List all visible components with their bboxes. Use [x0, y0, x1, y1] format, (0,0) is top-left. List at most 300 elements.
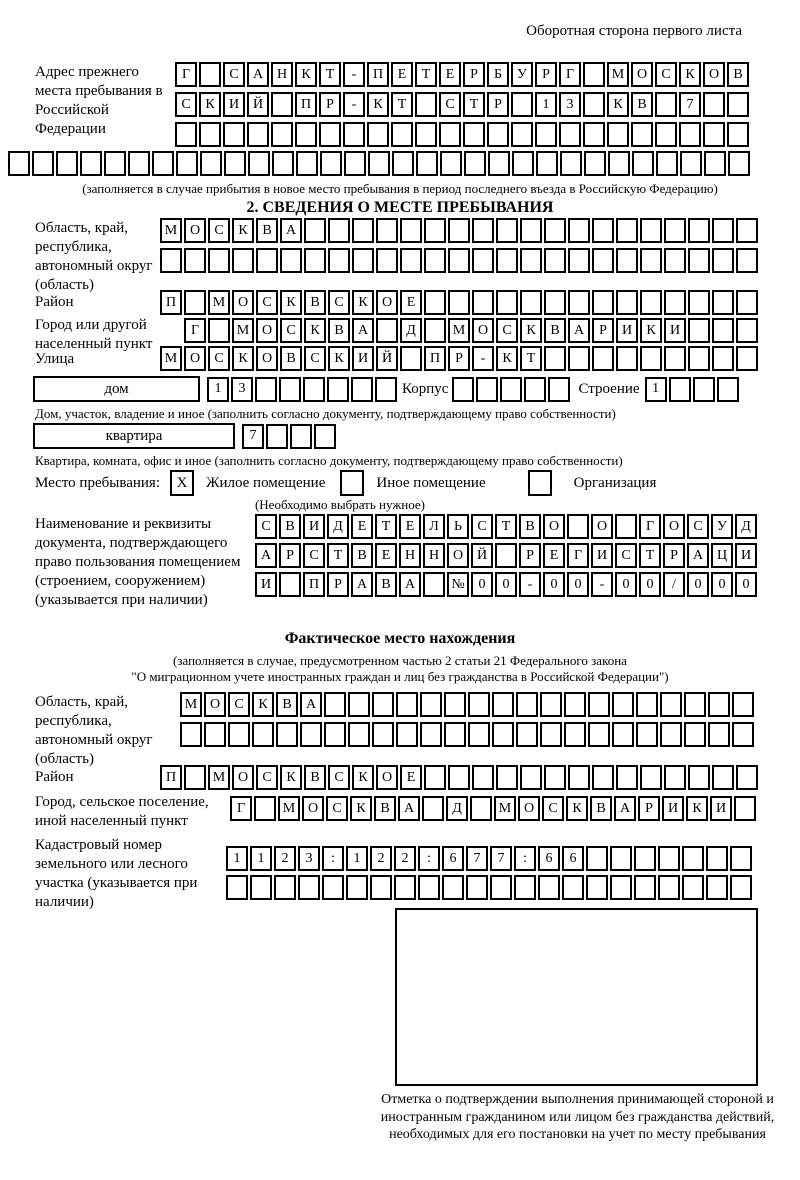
- char-cell[interactable]: О: [543, 514, 565, 539]
- char-cell[interactable]: Р: [592, 318, 614, 343]
- char-cell[interactable]: 0: [471, 572, 493, 597]
- char-cell[interactable]: [717, 377, 739, 402]
- char-cell[interactable]: С: [326, 796, 348, 821]
- char-cell[interactable]: [348, 692, 370, 717]
- char-cell[interactable]: [324, 692, 346, 717]
- char-cell[interactable]: 0: [735, 572, 757, 597]
- char-cell[interactable]: 3: [559, 92, 581, 117]
- char-cell[interactable]: [448, 218, 470, 243]
- char-cell[interactable]: У: [511, 62, 533, 87]
- char-cell[interactable]: [610, 875, 632, 900]
- char-cell[interactable]: К: [352, 290, 374, 315]
- char-cell[interactable]: Г: [639, 514, 661, 539]
- char-cell[interactable]: О: [591, 514, 613, 539]
- char-cell[interactable]: [640, 346, 662, 371]
- char-cell[interactable]: [583, 62, 605, 87]
- char-cell[interactable]: О: [302, 796, 324, 821]
- char-cell[interactable]: И: [616, 318, 638, 343]
- char-cell[interactable]: [184, 290, 206, 315]
- char-cell[interactable]: [616, 765, 638, 790]
- char-cell[interactable]: [640, 218, 662, 243]
- char-cell[interactable]: [199, 62, 221, 87]
- char-cell[interactable]: О: [447, 543, 469, 568]
- char-cell[interactable]: 1: [226, 846, 248, 871]
- char-cell[interactable]: [679, 122, 701, 147]
- char-cell[interactable]: [664, 248, 686, 273]
- char-cell[interactable]: В: [304, 765, 326, 790]
- char-cell[interactable]: [346, 875, 368, 900]
- char-cell[interactable]: П: [295, 92, 317, 117]
- char-cell[interactable]: [391, 122, 413, 147]
- char-cell[interactable]: С: [256, 765, 278, 790]
- char-cell[interactable]: [400, 248, 422, 273]
- char-cell[interactable]: [568, 290, 590, 315]
- char-cell[interactable]: [693, 377, 715, 402]
- char-cell[interactable]: В: [328, 318, 350, 343]
- char-cell[interactable]: С: [208, 346, 230, 371]
- char-cell[interactable]: К: [232, 218, 254, 243]
- char-cell[interactable]: [247, 122, 269, 147]
- char-cell[interactable]: [418, 875, 440, 900]
- char-cell[interactable]: Е: [351, 514, 373, 539]
- char-cell[interactable]: О: [631, 62, 653, 87]
- char-cell[interactable]: [664, 290, 686, 315]
- char-cell[interactable]: [730, 846, 752, 871]
- char-cell[interactable]: [492, 722, 514, 747]
- char-cell[interactable]: [468, 722, 490, 747]
- char-cell[interactable]: 0: [711, 572, 733, 597]
- stay-type-checkbox-other-premises[interactable]: [340, 470, 364, 496]
- char-cell[interactable]: [712, 218, 734, 243]
- char-cell[interactable]: Л: [423, 514, 445, 539]
- char-cell[interactable]: [612, 692, 634, 717]
- char-cell[interactable]: [423, 572, 445, 597]
- char-cell[interactable]: 1: [250, 846, 272, 871]
- char-cell[interactable]: [208, 318, 230, 343]
- char-cell[interactable]: [538, 875, 560, 900]
- char-cell[interactable]: [466, 875, 488, 900]
- char-cell[interactable]: [472, 765, 494, 790]
- char-cell[interactable]: [424, 290, 446, 315]
- char-cell[interactable]: [708, 692, 730, 717]
- char-cell[interactable]: Б: [487, 62, 509, 87]
- char-cell[interactable]: [487, 122, 509, 147]
- char-cell[interactable]: [343, 122, 365, 147]
- char-cell[interactable]: [470, 796, 492, 821]
- char-cell[interactable]: И: [303, 514, 325, 539]
- char-cell[interactable]: А: [351, 572, 373, 597]
- char-cell[interactable]: [176, 151, 198, 176]
- char-cell[interactable]: [472, 290, 494, 315]
- char-cell[interactable]: [180, 722, 202, 747]
- char-cell[interactable]: [632, 151, 654, 176]
- char-cell[interactable]: Р: [448, 346, 470, 371]
- char-cell[interactable]: [736, 290, 758, 315]
- char-cell[interactable]: [56, 151, 78, 176]
- char-cell[interactable]: [688, 290, 710, 315]
- char-cell[interactable]: [175, 122, 197, 147]
- char-cell[interactable]: К: [496, 346, 518, 371]
- char-cell[interactable]: [688, 346, 710, 371]
- char-cell[interactable]: В: [544, 318, 566, 343]
- char-cell[interactable]: О: [663, 514, 685, 539]
- char-cell[interactable]: [564, 722, 586, 747]
- char-cell[interactable]: О: [703, 62, 725, 87]
- char-cell[interactable]: [324, 722, 346, 747]
- char-cell[interactable]: О: [376, 765, 398, 790]
- char-cell[interactable]: И: [664, 318, 686, 343]
- char-cell[interactable]: Р: [535, 62, 557, 87]
- char-cell[interactable]: Ь: [447, 514, 469, 539]
- char-cell[interactable]: 0: [615, 572, 637, 597]
- char-cell[interactable]: [586, 875, 608, 900]
- char-cell[interactable]: С: [328, 765, 350, 790]
- char-cell[interactable]: И: [735, 543, 757, 568]
- char-cell[interactable]: А: [399, 572, 421, 597]
- char-cell[interactable]: А: [568, 318, 590, 343]
- char-cell[interactable]: [548, 377, 570, 402]
- char-cell[interactable]: №: [447, 572, 469, 597]
- char-cell[interactable]: [655, 122, 677, 147]
- char-cell[interactable]: [496, 290, 518, 315]
- char-cell[interactable]: Н: [271, 62, 293, 87]
- char-cell[interactable]: С: [208, 218, 230, 243]
- char-cell[interactable]: 2: [274, 846, 296, 871]
- char-cell[interactable]: [656, 151, 678, 176]
- char-cell[interactable]: [520, 218, 542, 243]
- char-cell[interactable]: В: [256, 218, 278, 243]
- char-cell[interactable]: К: [350, 796, 372, 821]
- char-cell[interactable]: В: [351, 543, 373, 568]
- char-cell[interactable]: [616, 218, 638, 243]
- char-cell[interactable]: [540, 692, 562, 717]
- char-cell[interactable]: С: [223, 62, 245, 87]
- char-cell[interactable]: М: [448, 318, 470, 343]
- char-cell[interactable]: 1: [645, 377, 667, 402]
- char-cell[interactable]: [592, 765, 614, 790]
- char-cell[interactable]: О: [232, 765, 254, 790]
- char-cell[interactable]: [464, 151, 486, 176]
- char-cell[interactable]: [500, 377, 522, 402]
- char-cell[interactable]: В: [374, 796, 396, 821]
- char-cell[interactable]: [394, 875, 416, 900]
- stay-type-checkbox-organization[interactable]: [528, 470, 552, 496]
- char-cell[interactable]: С: [255, 514, 277, 539]
- char-cell[interactable]: [736, 318, 758, 343]
- char-cell[interactable]: [728, 151, 750, 176]
- char-cell[interactable]: 1: [535, 92, 557, 117]
- char-cell[interactable]: [104, 151, 126, 176]
- char-cell[interactable]: В: [727, 62, 749, 87]
- char-cell[interactable]: [562, 875, 584, 900]
- char-cell[interactable]: [712, 346, 734, 371]
- char-cell[interactable]: [520, 765, 542, 790]
- char-cell[interactable]: [544, 218, 566, 243]
- char-cell[interactable]: [688, 765, 710, 790]
- char-cell[interactable]: [640, 248, 662, 273]
- char-cell[interactable]: [352, 218, 374, 243]
- char-cell[interactable]: М: [494, 796, 516, 821]
- char-cell[interactable]: [496, 248, 518, 273]
- char-cell[interactable]: [274, 875, 296, 900]
- char-cell[interactable]: [348, 722, 370, 747]
- char-cell[interactable]: [367, 122, 389, 147]
- char-cell[interactable]: С: [542, 796, 564, 821]
- char-cell[interactable]: [400, 218, 422, 243]
- char-cell[interactable]: [655, 92, 677, 117]
- char-cell[interactable]: [80, 151, 102, 176]
- char-cell[interactable]: [223, 122, 245, 147]
- char-cell[interactable]: [32, 151, 54, 176]
- char-cell[interactable]: М: [208, 765, 230, 790]
- char-cell[interactable]: [372, 722, 394, 747]
- char-cell[interactable]: [160, 248, 182, 273]
- char-cell[interactable]: [608, 151, 630, 176]
- char-cell[interactable]: Д: [446, 796, 468, 821]
- char-cell[interactable]: [615, 514, 637, 539]
- char-cell[interactable]: С: [687, 514, 709, 539]
- char-cell[interactable]: [400, 346, 422, 371]
- char-cell[interactable]: Й: [247, 92, 269, 117]
- char-cell[interactable]: [492, 692, 514, 717]
- char-cell[interactable]: [490, 875, 512, 900]
- char-cell[interactable]: А: [687, 543, 709, 568]
- char-cell[interactable]: [472, 218, 494, 243]
- char-cell[interactable]: [488, 151, 510, 176]
- char-cell[interactable]: [271, 92, 293, 117]
- char-cell[interactable]: [607, 122, 629, 147]
- char-cell[interactable]: [463, 122, 485, 147]
- char-cell[interactable]: [224, 151, 246, 176]
- char-cell[interactable]: [304, 248, 326, 273]
- char-cell[interactable]: С: [303, 543, 325, 568]
- char-cell[interactable]: Е: [400, 290, 422, 315]
- char-cell[interactable]: Р: [463, 62, 485, 87]
- char-cell[interactable]: [636, 692, 658, 717]
- char-cell[interactable]: [559, 122, 581, 147]
- char-cell[interactable]: [376, 248, 398, 273]
- char-cell[interactable]: [736, 765, 758, 790]
- char-cell[interactable]: М: [160, 218, 182, 243]
- char-cell[interactable]: [200, 151, 222, 176]
- char-cell[interactable]: У: [711, 514, 733, 539]
- char-cell[interactable]: В: [280, 346, 302, 371]
- char-cell[interactable]: [476, 377, 498, 402]
- char-cell[interactable]: Й: [471, 543, 493, 568]
- char-cell[interactable]: [544, 248, 566, 273]
- char-cell[interactable]: К: [295, 62, 317, 87]
- char-cell[interactable]: А: [255, 543, 277, 568]
- char-cell[interactable]: [396, 692, 418, 717]
- char-cell[interactable]: :: [418, 846, 440, 871]
- char-cell[interactable]: 7: [679, 92, 701, 117]
- char-cell[interactable]: [634, 846, 656, 871]
- char-cell[interactable]: [296, 151, 318, 176]
- char-cell[interactable]: Е: [543, 543, 565, 568]
- char-cell[interactable]: К: [566, 796, 588, 821]
- char-cell[interactable]: Г: [559, 62, 581, 87]
- char-cell[interactable]: -: [343, 62, 365, 87]
- char-cell[interactable]: [300, 722, 322, 747]
- char-cell[interactable]: [511, 92, 533, 117]
- char-cell[interactable]: Й: [376, 346, 398, 371]
- char-cell[interactable]: О: [184, 218, 206, 243]
- char-cell[interactable]: [226, 875, 248, 900]
- char-cell[interactable]: [352, 248, 374, 273]
- char-cell[interactable]: [328, 218, 350, 243]
- char-cell[interactable]: [520, 248, 542, 273]
- char-cell[interactable]: [583, 92, 605, 117]
- char-cell[interactable]: [376, 318, 398, 343]
- char-cell[interactable]: В: [304, 290, 326, 315]
- char-cell[interactable]: [544, 290, 566, 315]
- char-cell[interactable]: [568, 346, 590, 371]
- char-cell[interactable]: [328, 248, 350, 273]
- char-cell[interactable]: [592, 290, 614, 315]
- char-cell[interactable]: [610, 846, 632, 871]
- char-cell[interactable]: [568, 765, 590, 790]
- char-cell[interactable]: М: [160, 346, 182, 371]
- char-cell[interactable]: [495, 543, 517, 568]
- char-cell[interactable]: Н: [399, 543, 421, 568]
- char-cell[interactable]: [319, 122, 341, 147]
- char-cell[interactable]: [660, 722, 682, 747]
- char-cell[interactable]: :: [322, 846, 344, 871]
- char-cell[interactable]: [420, 722, 442, 747]
- char-cell[interactable]: 1: [346, 846, 368, 871]
- char-cell[interactable]: Е: [391, 62, 413, 87]
- char-cell[interactable]: 6: [562, 846, 584, 871]
- char-cell[interactable]: [351, 377, 373, 402]
- char-cell[interactable]: [688, 318, 710, 343]
- char-cell[interactable]: Е: [399, 514, 421, 539]
- char-cell[interactable]: Р: [319, 92, 341, 117]
- char-cell[interactable]: В: [519, 514, 541, 539]
- char-cell[interactable]: [688, 218, 710, 243]
- char-cell[interactable]: М: [180, 692, 202, 717]
- char-cell[interactable]: [252, 722, 274, 747]
- char-cell[interactable]: И: [223, 92, 245, 117]
- char-cell[interactable]: Т: [463, 92, 485, 117]
- char-cell[interactable]: М: [607, 62, 629, 87]
- char-cell[interactable]: К: [686, 796, 708, 821]
- char-cell[interactable]: [516, 692, 538, 717]
- char-cell[interactable]: К: [328, 346, 350, 371]
- char-cell[interactable]: И: [352, 346, 374, 371]
- char-cell[interactable]: 7: [466, 846, 488, 871]
- char-cell[interactable]: П: [424, 346, 446, 371]
- char-cell[interactable]: [592, 346, 614, 371]
- char-cell[interactable]: О: [376, 290, 398, 315]
- char-cell[interactable]: [703, 122, 725, 147]
- char-cell[interactable]: Т: [520, 346, 542, 371]
- char-cell[interactable]: 2: [394, 846, 416, 871]
- char-cell[interactable]: Р: [279, 543, 301, 568]
- char-cell[interactable]: [250, 875, 272, 900]
- char-cell[interactable]: Р: [663, 543, 685, 568]
- char-cell[interactable]: -: [343, 92, 365, 117]
- char-cell[interactable]: Д: [400, 318, 422, 343]
- char-cell[interactable]: [664, 346, 686, 371]
- char-cell[interactable]: [392, 151, 414, 176]
- char-cell[interactable]: [616, 248, 638, 273]
- char-cell[interactable]: Р: [487, 92, 509, 117]
- char-cell[interactable]: Е: [439, 62, 461, 87]
- char-cell[interactable]: [368, 151, 390, 176]
- char-cell[interactable]: [706, 875, 728, 900]
- char-cell[interactable]: К: [520, 318, 542, 343]
- char-cell[interactable]: [452, 377, 474, 402]
- char-cell[interactable]: [468, 692, 490, 717]
- char-cell[interactable]: [592, 248, 614, 273]
- char-cell[interactable]: [588, 692, 610, 717]
- char-cell[interactable]: Т: [495, 514, 517, 539]
- char-cell[interactable]: 7: [490, 846, 512, 871]
- char-cell[interactable]: [732, 722, 754, 747]
- char-cell[interactable]: [184, 248, 206, 273]
- char-cell[interactable]: Т: [639, 543, 661, 568]
- char-cell[interactable]: 0: [639, 572, 661, 597]
- char-cell[interactable]: [422, 796, 444, 821]
- char-cell[interactable]: [516, 722, 538, 747]
- char-cell[interactable]: [279, 377, 301, 402]
- char-cell[interactable]: [688, 248, 710, 273]
- char-cell[interactable]: [208, 248, 230, 273]
- char-cell[interactable]: [396, 722, 418, 747]
- char-cell[interactable]: К: [352, 765, 374, 790]
- char-cell[interactable]: Г: [567, 543, 589, 568]
- char-cell[interactable]: Р: [519, 543, 541, 568]
- char-cell[interactable]: [568, 248, 590, 273]
- char-cell[interactable]: [669, 377, 691, 402]
- char-cell[interactable]: К: [304, 318, 326, 343]
- char-cell[interactable]: [204, 722, 226, 747]
- char-cell[interactable]: [567, 514, 589, 539]
- char-cell[interactable]: Р: [638, 796, 660, 821]
- char-cell[interactable]: [496, 218, 518, 243]
- char-cell[interactable]: [586, 846, 608, 871]
- char-cell[interactable]: [514, 875, 536, 900]
- char-cell[interactable]: [730, 875, 752, 900]
- char-cell[interactable]: И: [591, 543, 613, 568]
- char-cell[interactable]: [327, 377, 349, 402]
- char-cell[interactable]: [583, 122, 605, 147]
- char-cell[interactable]: С: [256, 290, 278, 315]
- char-cell[interactable]: М: [208, 290, 230, 315]
- char-cell[interactable]: -: [472, 346, 494, 371]
- char-cell[interactable]: [496, 765, 518, 790]
- char-cell[interactable]: К: [280, 290, 302, 315]
- char-cell[interactable]: Т: [415, 62, 437, 87]
- char-cell[interactable]: [271, 122, 293, 147]
- char-cell[interactable]: [128, 151, 150, 176]
- char-cell[interactable]: [442, 875, 464, 900]
- char-cell[interactable]: -: [591, 572, 613, 597]
- char-cell[interactable]: [682, 875, 704, 900]
- char-cell[interactable]: [727, 122, 749, 147]
- char-cell[interactable]: [612, 722, 634, 747]
- char-cell[interactable]: А: [247, 62, 269, 87]
- char-cell[interactable]: [266, 424, 288, 449]
- char-cell[interactable]: О: [256, 318, 278, 343]
- char-cell[interactable]: С: [228, 692, 250, 717]
- char-cell[interactable]: К: [679, 62, 701, 87]
- char-cell[interactable]: Г: [230, 796, 252, 821]
- char-cell[interactable]: :: [514, 846, 536, 871]
- char-cell[interactable]: [372, 692, 394, 717]
- char-cell[interactable]: [322, 875, 344, 900]
- char-cell[interactable]: В: [375, 572, 397, 597]
